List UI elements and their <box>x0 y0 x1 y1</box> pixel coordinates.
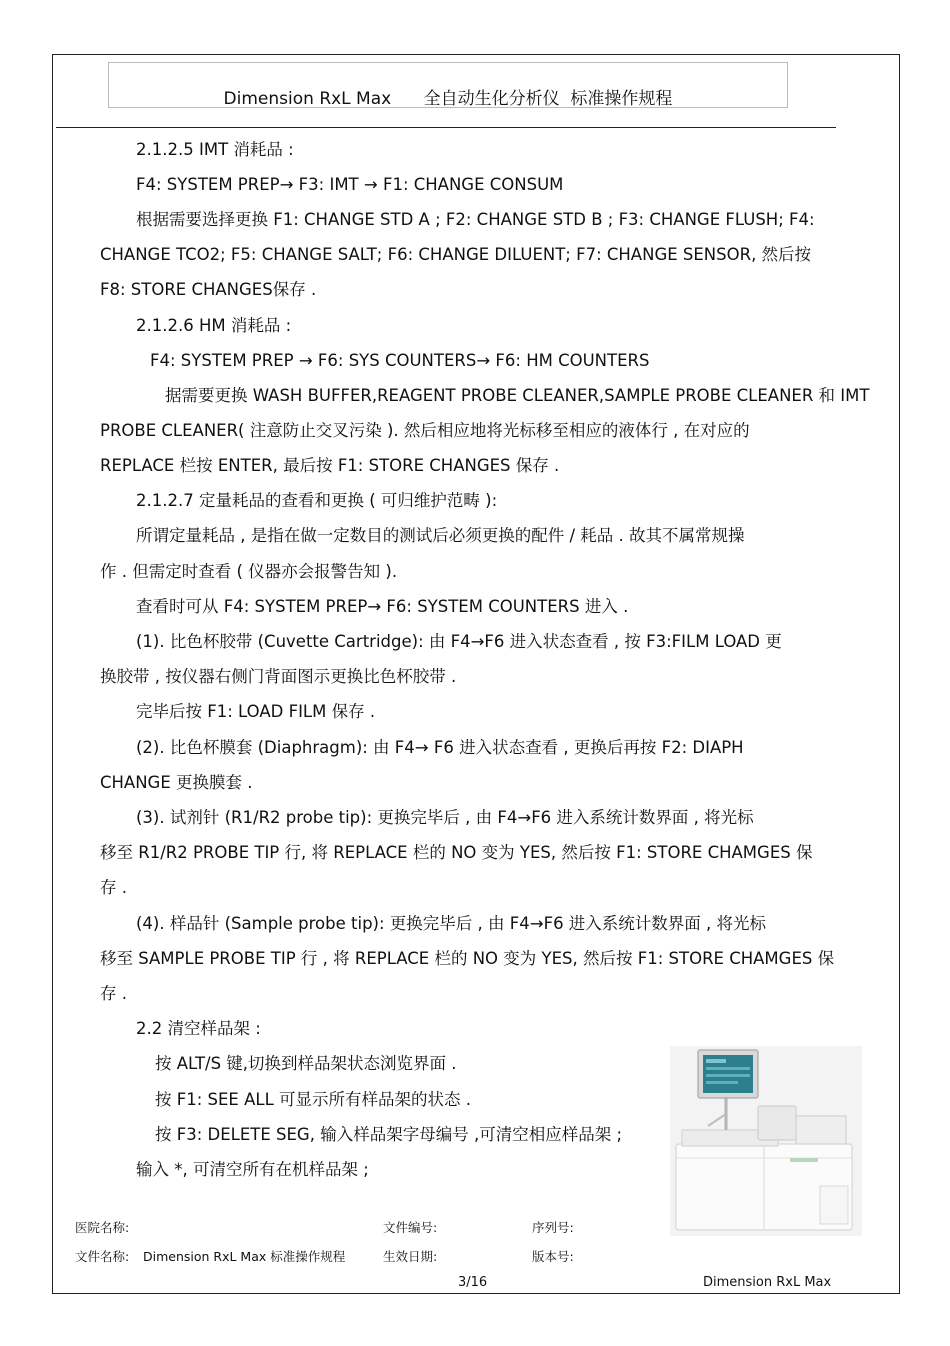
paragraph-line: 按 F3: DELETE SEG, 输入样品架字母编号 ,可清空相应样品架 ; <box>155 1125 623 1144</box>
section-heading: 2.2 清空样品架 : <box>136 1019 261 1038</box>
list-item: 存 . <box>100 984 127 1003</box>
page-number: 3/16 <box>458 1275 488 1290</box>
document-name-value: Dimension RxL Max 标准操作规程 <box>143 1249 346 1264</box>
document-name-label: 文件名称: <box>75 1249 130 1264</box>
paragraph-line: 所谓定量耗品 , 是指在做一定数目的测试后必须更换的配件 / 耗品 . 故其不属常规操 <box>136 526 745 545</box>
paragraph-line: F8: STORE CHANGES保存 . <box>100 280 317 299</box>
list-item: (2). 比色杯膜套 (Diaphragm): 由 F4→ F6 进入状态查看 , 更换后再按 F2: DIAPH <box>136 738 744 757</box>
list-item: (1). 比色杯胶带 (Cuvette Cartridge): 由 F4→F6 进入状态查看 , 按 F3:FILM LOAD 更 <box>136 632 782 651</box>
paragraph-line: REPLACE 栏按 ENTER, 最后按 F1: STORE CHANGES 保存 . <box>100 456 560 475</box>
effective-date-label: 生效日期: <box>383 1249 438 1264</box>
paragraph-line: 根据需要选择更换 F1: CHANGE STD A ; F2: CHANGE STD B ; F3: CHANGE FLUSH; F4: <box>136 210 815 229</box>
list-item: 移至 SAMPLE PROBE TIP 行 , 将 REPLACE 栏的 NO 变为 YES, 然后按 F1: STORE CHAMGES 保 <box>100 949 835 968</box>
paragraph-line: 输入 *, 可清空所有在机样品架 ; <box>136 1160 369 1179</box>
page-title: Dimension RxL Max 全自动生化分析仪 标准操作规程 <box>223 89 673 109</box>
paragraph-line: 据需要更换 WASH BUFFER,REAGENT PROBE CLEANER,SAMPLE PROBE CLEANER 和 IMT <box>165 386 870 405</box>
header-divider <box>56 127 836 128</box>
section-heading: 2.1.2.6 HM 消耗品 : <box>136 316 292 335</box>
version-label: 版本号: <box>532 1249 574 1264</box>
section-heading: 2.1.2.7 定量耗品的查看和更换 ( 可归维护范畴 ): <box>136 491 498 510</box>
document-number-label: 文件编号: <box>383 1220 438 1235</box>
paragraph-line: 按 ALT/S 键,切换到样品架状态浏览界面 . <box>155 1054 457 1073</box>
menu-path: F4: SYSTEM PREP → F6: SYS COUNTERS→ F6: HM COUNTERS <box>150 351 650 370</box>
list-item: 完毕后按 F1: LOAD FILM 保存 . <box>136 702 376 721</box>
menu-path: F4: SYSTEM PREP→ F3: IMT → F1: CHANGE CONSUM <box>136 175 564 194</box>
paragraph-line: 按 F1: SEE ALL 可显示所有样品架的状态 . <box>155 1090 472 1109</box>
list-item: (4). 样品针 (Sample probe tip): 更换完毕后 , 由 F4→F6 进入系统计数界面 , 将光标 <box>136 914 767 933</box>
section-heading: 2.1.2.5 IMT 消耗品 : <box>136 140 294 159</box>
list-item: 换胶带 , 按仪器右侧门背面图示更换比色杯胶带 . <box>100 667 457 686</box>
list-item: 移至 R1/R2 PROBE TIP 行, 将 REPLACE 栏的 NO 变为 YES, 然后按 F1: STORE CHAMGES 保 <box>100 843 813 862</box>
paragraph-line: CHANGE TCO2; F5: CHANGE SALT; F6: CHANGE DILUENT; F7: CHANGE SENSOR, 然后按 <box>100 245 812 264</box>
list-item: CHANGE 更换膜套 . <box>100 773 253 792</box>
list-item: 存 . <box>100 878 127 897</box>
paragraph-line: PROBE CLEANER( 注意防止交叉污染 ). 然后相应地将光标移至相应的液体行 , 在对应的 <box>100 421 750 440</box>
footer-product-name: Dimension RxL Max <box>703 1275 832 1290</box>
paragraph-line: 查看时可从 F4: SYSTEM PREP→ F6: SYSTEM COUNTERS 进入 . <box>136 597 629 616</box>
list-item: (3). 试剂针 (R1/R2 probe tip): 更换完毕后 , 由 F4→F6 进入系统计数界面 , 将光标 <box>136 808 754 827</box>
hospital-name-label: 医院名称: <box>75 1220 130 1235</box>
paragraph-line: 作 . 但需定时查看 ( 仪器亦会报警告知 ). <box>100 562 398 581</box>
serial-number-label: 序列号: <box>532 1220 574 1235</box>
analyzer-machine-icon <box>670 1046 862 1236</box>
